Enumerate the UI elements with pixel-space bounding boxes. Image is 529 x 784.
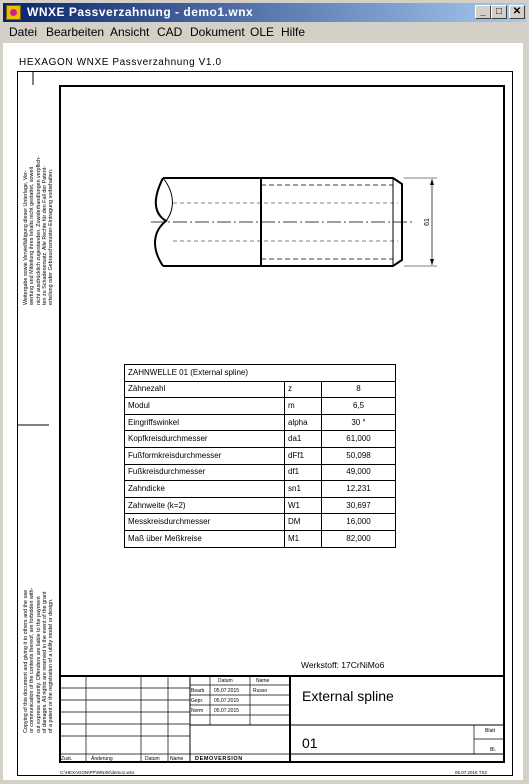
param-label: Zahndicke [125, 481, 285, 498]
footer-zust: Zust. [61, 756, 73, 762]
window-title: WNXE Passverzahnung - demo1.wnx [27, 5, 254, 19]
file-path: C:\HEXAGON\PP\WNXE\demo1.wnx [60, 770, 135, 775]
table-row [125, 431, 396, 448]
menu-bearbeiten[interactable]: Bearbeiten [46, 25, 105, 39]
drawing-title: External spline [302, 688, 394, 704]
close-button[interactable]: ✕ [509, 5, 525, 19]
menu-ansicht[interactable]: Ansicht [110, 25, 150, 39]
param-symbol: alpha [285, 414, 322, 431]
param-label: Zähnezahl [125, 381, 285, 398]
drawing-sheet[interactable] [3, 43, 523, 780]
title-block [60, 676, 504, 762]
param-symbol: W1 [285, 497, 322, 514]
param-symbol: DM [285, 514, 322, 531]
footer-aenderung: Änderung [91, 756, 113, 762]
footer-name: Name [170, 756, 184, 762]
menu-bar [3, 23, 526, 42]
menu-ole[interactable]: OLE [250, 25, 275, 39]
minimize-button[interactable]: _ [475, 5, 491, 19]
row-gepr: Gepr. [191, 698, 204, 704]
col-datum: Datum [218, 678, 233, 684]
table-row [125, 481, 396, 498]
param-symbol: df1 [285, 464, 322, 481]
param-label: Zahnweite (k=2) [125, 497, 285, 514]
param-value: 61,000 [322, 431, 396, 448]
row-norm: Norm [191, 708, 204, 714]
print-stamp: 05.07.2015 TS2 [455, 770, 487, 775]
param-value: 8 [322, 381, 396, 398]
date-norm: 05.07.2015 [214, 708, 240, 714]
param-value: 30,697 [322, 497, 396, 514]
param-label: Fußformkreisdurchmesser [125, 447, 285, 464]
param-label: Messkreisdurchmesser [125, 514, 285, 531]
param-label: Fußkreisdurchmesser [125, 464, 285, 481]
date-bearb: 05.07.2015 [214, 688, 240, 694]
break-hatch [163, 178, 172, 221]
copyright-notice-de: Weitergabe sowie Vervielfältigung dieser Unterlage, Ver- wertung und Mitteilung ihres Inhalts nicht gestattet, soweit nicht ausdrücklich zugestanden. Zuwiderhandlungen verpflich- ten zu Schadenersatz. Alle Rechte für den Fall der Patent- erteilung oder Gebrauchsmuster-Eintragung vorbehalten. [23, 156, 55, 305]
table-row [125, 398, 396, 415]
drawing-number: 01 [302, 735, 318, 751]
bl-label: Bl. [490, 747, 496, 753]
table-row [125, 530, 396, 547]
param-symbol: m [285, 398, 322, 415]
table-title-row [125, 365, 396, 382]
param-value: 49,000 [322, 464, 396, 481]
param-symbol: dFf1 [285, 447, 322, 464]
param-value: 16,000 [322, 514, 396, 531]
material-label: Werkstoff: 17CrNiMo6 [301, 660, 385, 670]
col-name: Name [256, 678, 270, 684]
param-label: Modul [125, 398, 285, 415]
param-symbol: z [285, 381, 322, 398]
param-value: 30 ° [322, 414, 396, 431]
param-symbol: sn1 [285, 481, 322, 498]
table-title: ZAHNWELLE 01 (External spline) [125, 365, 396, 382]
param-value: 6,5 [322, 398, 396, 415]
param-symbol: M1 [285, 530, 322, 547]
menu-cad[interactable]: CAD [157, 25, 183, 39]
table-row [125, 497, 396, 514]
shaft-drawing [151, 178, 437, 266]
table-row [125, 414, 396, 431]
param-symbol: da1 [285, 431, 322, 448]
footer-datum: Datum [145, 756, 160, 762]
table-row [125, 381, 396, 398]
company-name: DEMOVERSION [195, 756, 243, 762]
param-value: 50,098 [322, 447, 396, 464]
copyright-notice-en: Copying of this document and giving it to others and the use or communication of the contents thereof, are forbidden with- out express authority. Offenders are liable to the payment of damages. All rights are reserved in the event of the grant of a patent or the registration of a utility model or design. [23, 587, 55, 733]
title-bar[interactable] [3, 3, 526, 22]
menu-hilfe[interactable]: Hilfe [281, 25, 306, 39]
menu-dokument[interactable]: Dokument [190, 25, 245, 39]
param-value: 12,231 [322, 481, 396, 498]
row-bearb: Bearb. [191, 688, 206, 694]
date-gepr: 05.07.2015 [214, 698, 240, 704]
param-label: Maß über Meßkreise [125, 530, 285, 547]
name-bearb: Russo [253, 688, 268, 694]
table-row [125, 464, 396, 481]
table-row [125, 514, 396, 531]
param-value: 82,000 [322, 530, 396, 547]
sheet-header: HEXAGON WNXE Passverzahnung V1.0 [19, 57, 222, 68]
menu-datei[interactable]: Datei [9, 25, 38, 39]
param-label: Kopfkreisdurchmesser [125, 431, 285, 448]
param-label: Eingriffswinkel [125, 414, 285, 431]
app-icon[interactable] [6, 5, 21, 20]
table-row [125, 447, 396, 464]
blatt-label: Blatt [485, 728, 496, 734]
spline-data-table [124, 364, 396, 548]
dimension-label: 61 [424, 218, 431, 226]
maximize-button[interactable]: □ [491, 5, 507, 19]
